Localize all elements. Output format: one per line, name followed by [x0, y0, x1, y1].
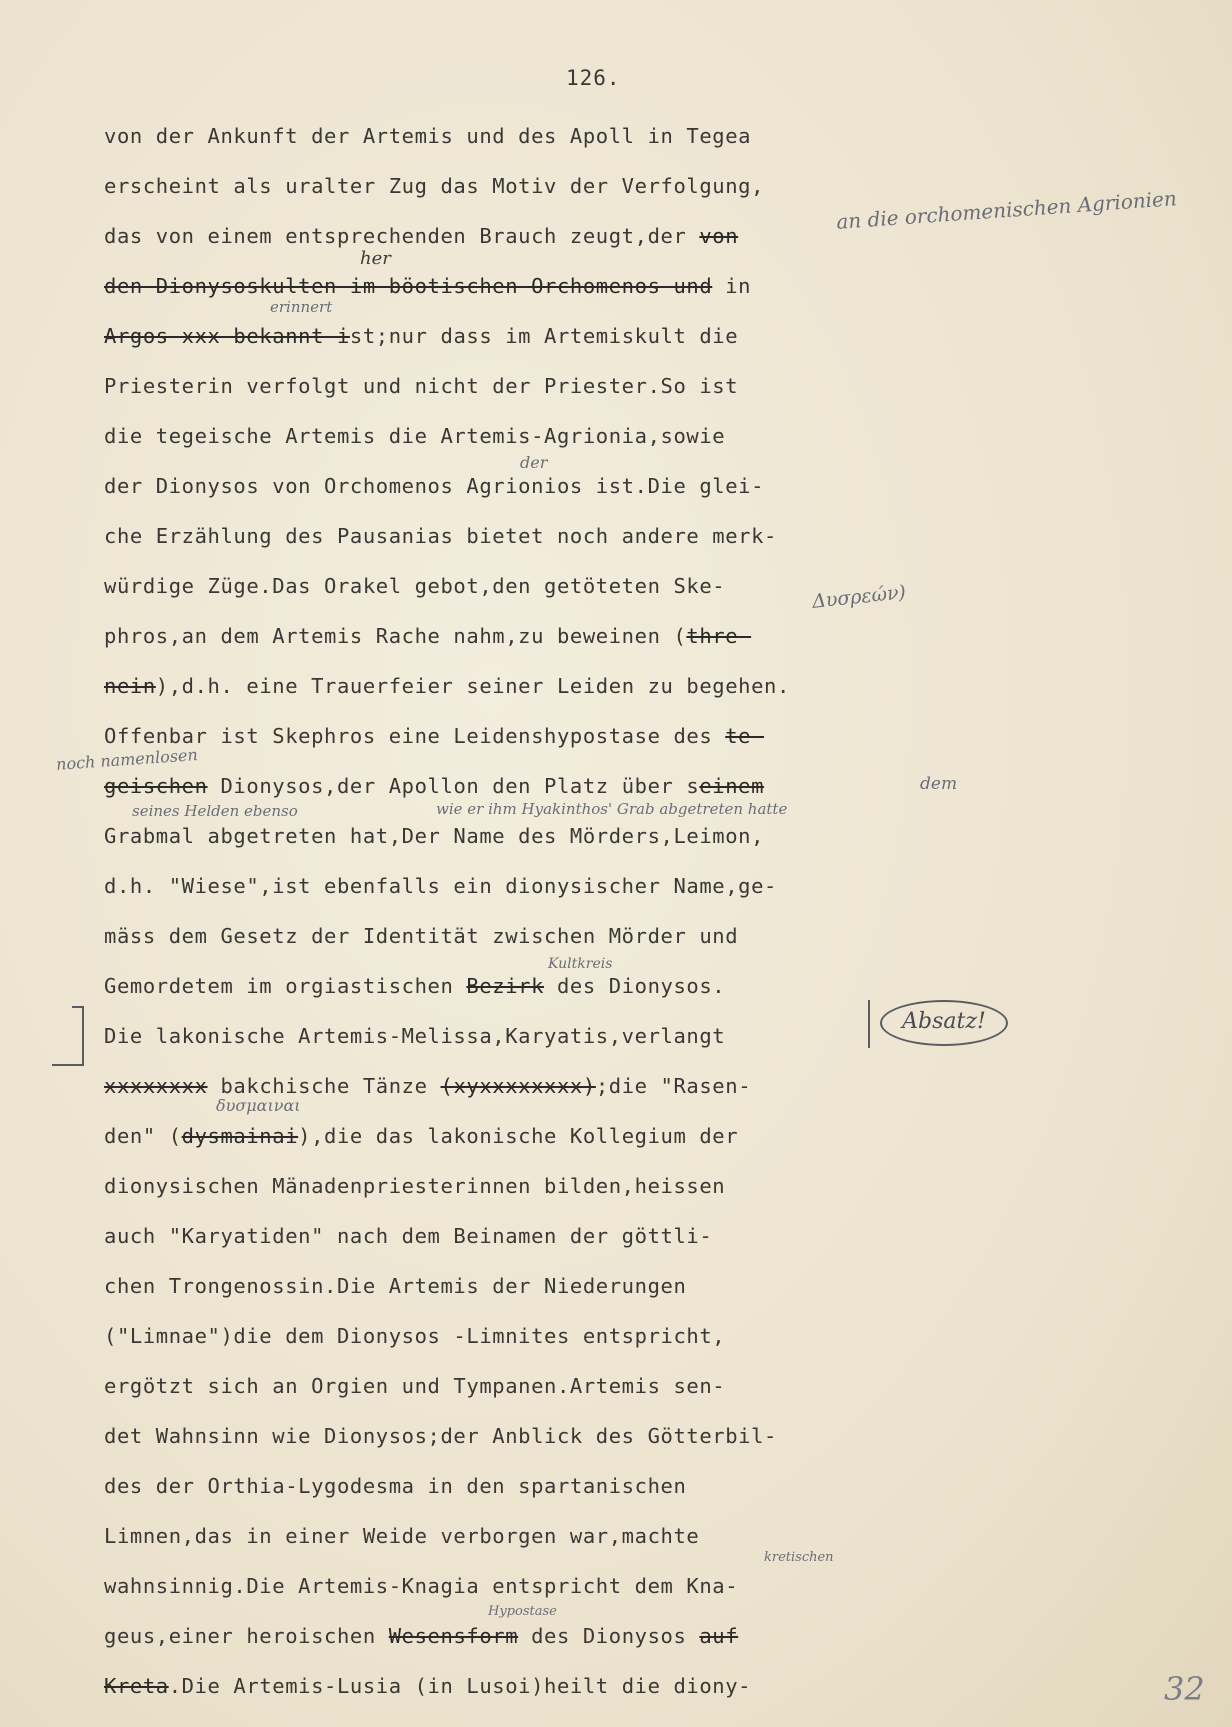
- struck-text: den Dionysoskulten im böotischen Orchomenos und: [104, 274, 713, 298]
- text-line: [104, 1618, 1004, 1668]
- struck-text: (xyxxxxxxxx): [440, 1074, 596, 1098]
- struck-text: thre-: [686, 624, 752, 648]
- text-line: [104, 1418, 1004, 1468]
- text-segment: chen Trongenossin.Die Artemis der Niederungen: [104, 1274, 687, 1298]
- text-segment: würdige Züge.Das Orakel gebot,den getöteten Ske-: [104, 574, 726, 598]
- text-line: [104, 1368, 1004, 1418]
- text-segment: Gemordetem im orgiastischen: [104, 974, 467, 998]
- annotation-her: her: [360, 248, 391, 269]
- text-line: [104, 418, 1004, 468]
- annotation-dyspreon: Δυσρεών): [811, 581, 907, 613]
- annotation-absatz: Absatz!: [880, 1000, 1008, 1046]
- struck-text: einem: [699, 774, 765, 798]
- typed-body-text: [104, 118, 1004, 1718]
- text-segment: Grabmal abgetreten hat,Der Name des Mörders,Leimon,: [104, 824, 765, 848]
- annotation-wie-er: wie er ihm Hyakinthos' Grab abgetreten hatte: [436, 800, 788, 818]
- struck-text: xxxxxxxx: [104, 1074, 208, 1098]
- text-segment: von der Ankunft der Artemis und des Apoll in Tegea: [104, 124, 752, 148]
- text-segment: Dionysos,der Apollon den Platz über s: [207, 774, 700, 798]
- text-segment: .Die Artemis-Lusia (in Lusoi)heilt die diony-: [168, 1674, 752, 1698]
- text-line: [104, 1118, 1004, 1168]
- struck-text: te-: [725, 724, 765, 748]
- text-segment: ("Limnae")die dem Dionysos -Limnites entspricht,: [104, 1324, 726, 1348]
- text-segment: des Dionysos.: [544, 974, 726, 998]
- paragraph-bracket-left: [52, 1008, 84, 1066]
- struck-text: auf: [699, 1624, 739, 1648]
- paragraph-bracket-right: [868, 1000, 878, 1048]
- annotation-kultkreis: Kultkreis: [548, 956, 613, 972]
- text-segment: in: [712, 274, 752, 298]
- text-line: [104, 1468, 1004, 1518]
- text-line: [104, 1168, 1004, 1218]
- text-segment: wahnsinnig.Die Artemis-Knagia entspricht dem Kna-: [104, 1574, 739, 1598]
- text-line: [104, 618, 1004, 668]
- text-segment: das von einem entsprechenden Brauch zeugt,der: [104, 224, 700, 248]
- annotation-seines-helden: seines Helden ebenso: [132, 802, 298, 820]
- struck-text: nein: [104, 674, 156, 698]
- text-segment: mäss dem Gesetz der Identität zwischen Mörder und: [104, 924, 739, 948]
- text-segment: ergötzt sich an Orgien und Tympanen.Artemis sen-: [104, 1374, 726, 1398]
- annotation-der: der: [520, 453, 548, 472]
- text-segment: Die lakonische Artemis-Melissa,Karyatis,verlangt: [104, 1024, 726, 1048]
- text-segment: ;die "Rasen-: [595, 1074, 752, 1098]
- text-line: [104, 1218, 1004, 1268]
- text-segment: ),d.h. eine Trauerfeier seiner Leiden zu begehen.: [155, 674, 790, 698]
- text-line: [104, 1668, 1004, 1718]
- text-segment: phros,an dem Artemis Rache nahm,zu beweinen (: [104, 624, 687, 648]
- text-segment: auch "Karyatiden" nach dem Beinamen der göttli-: [104, 1224, 713, 1248]
- text-line: [104, 118, 1004, 168]
- text-segment: des Dionysos: [518, 1624, 700, 1648]
- text-line: [104, 1268, 1004, 1318]
- text-segment: ),die das lakonische Kollegium der: [298, 1124, 739, 1148]
- folio-number: 32: [1164, 1670, 1205, 1708]
- struck-text: Bezirk: [466, 974, 545, 998]
- text-segment: die tegeische Artemis die Artemis-Agrionia,sowie: [104, 424, 726, 448]
- text-segment: geus,einer heroischen: [104, 1624, 389, 1648]
- text-line: [104, 1518, 1004, 1568]
- text-segment: dionysischen Mänadenpriesterinnen bilden,heissen: [104, 1174, 726, 1198]
- text-segment: st;nur dass im Artemiskult die: [349, 324, 739, 348]
- text-line: [104, 518, 1004, 568]
- text-line: [104, 868, 1004, 918]
- annotation-dysmainai-greek: δυσμαιναι: [216, 1096, 301, 1115]
- text-segment: det Wahnsinn wie Dionysos;der Anblick des Götterbil-: [104, 1424, 777, 1448]
- struck-text: dysmainai: [181, 1124, 299, 1148]
- annotation-erinnert: erinnert: [270, 298, 333, 316]
- text-line: [104, 268, 1004, 318]
- struck-text: Kreta: [104, 1674, 169, 1698]
- page-number: 126.: [566, 66, 621, 90]
- struck-text: Argos xxx bekannt i: [104, 324, 350, 348]
- struck-text: von: [699, 224, 739, 248]
- text-line: [104, 818, 1004, 868]
- text-segment: des der Orthia-Lygodesma in den spartanischen: [104, 1474, 687, 1498]
- text-segment: d.h. "Wiese",ist ebenfalls ein dionysischer Name,ge-: [104, 874, 777, 898]
- text-segment: den" (: [104, 1124, 182, 1148]
- struck-text: Wesensform: [388, 1624, 519, 1648]
- text-segment: erscheint als uralter Zug das Motiv der Verfolgung,: [104, 174, 765, 198]
- text-line: [104, 318, 1004, 368]
- text-segment: Offenbar ist Skephros eine Leidenshypostase des: [104, 724, 726, 748]
- text-segment: der Dionysos von Orchomenos Agrionios ist.Die glei-: [104, 474, 765, 498]
- text-segment: che Erzählung des Pausanias bietet noch andere merk-: [104, 524, 777, 548]
- text-line: [104, 468, 1004, 518]
- annotation-noch-namenlosen: noch namenlosen: [55, 745, 199, 774]
- annotation-dem: dem: [920, 774, 958, 794]
- text-line: [104, 368, 1004, 418]
- text-segment: bakchische Tänze: [207, 1074, 441, 1098]
- text-segment: Limnen,das in einer Weide verborgen war,machte: [104, 1524, 700, 1548]
- struck-text: geischen: [104, 774, 208, 798]
- text-line: [104, 1318, 1004, 1368]
- annotation-agrionien: an die orchomenischen Agrionien: [835, 186, 1178, 234]
- annotation-hypostase: Hypostase: [488, 1604, 557, 1619]
- text-segment: Priesterin verfolgt und nicht der Priester.So ist: [104, 374, 739, 398]
- text-line: [104, 668, 1004, 718]
- text-line: [104, 718, 1004, 768]
- annotation-kretischen: kretischen: [764, 1550, 834, 1565]
